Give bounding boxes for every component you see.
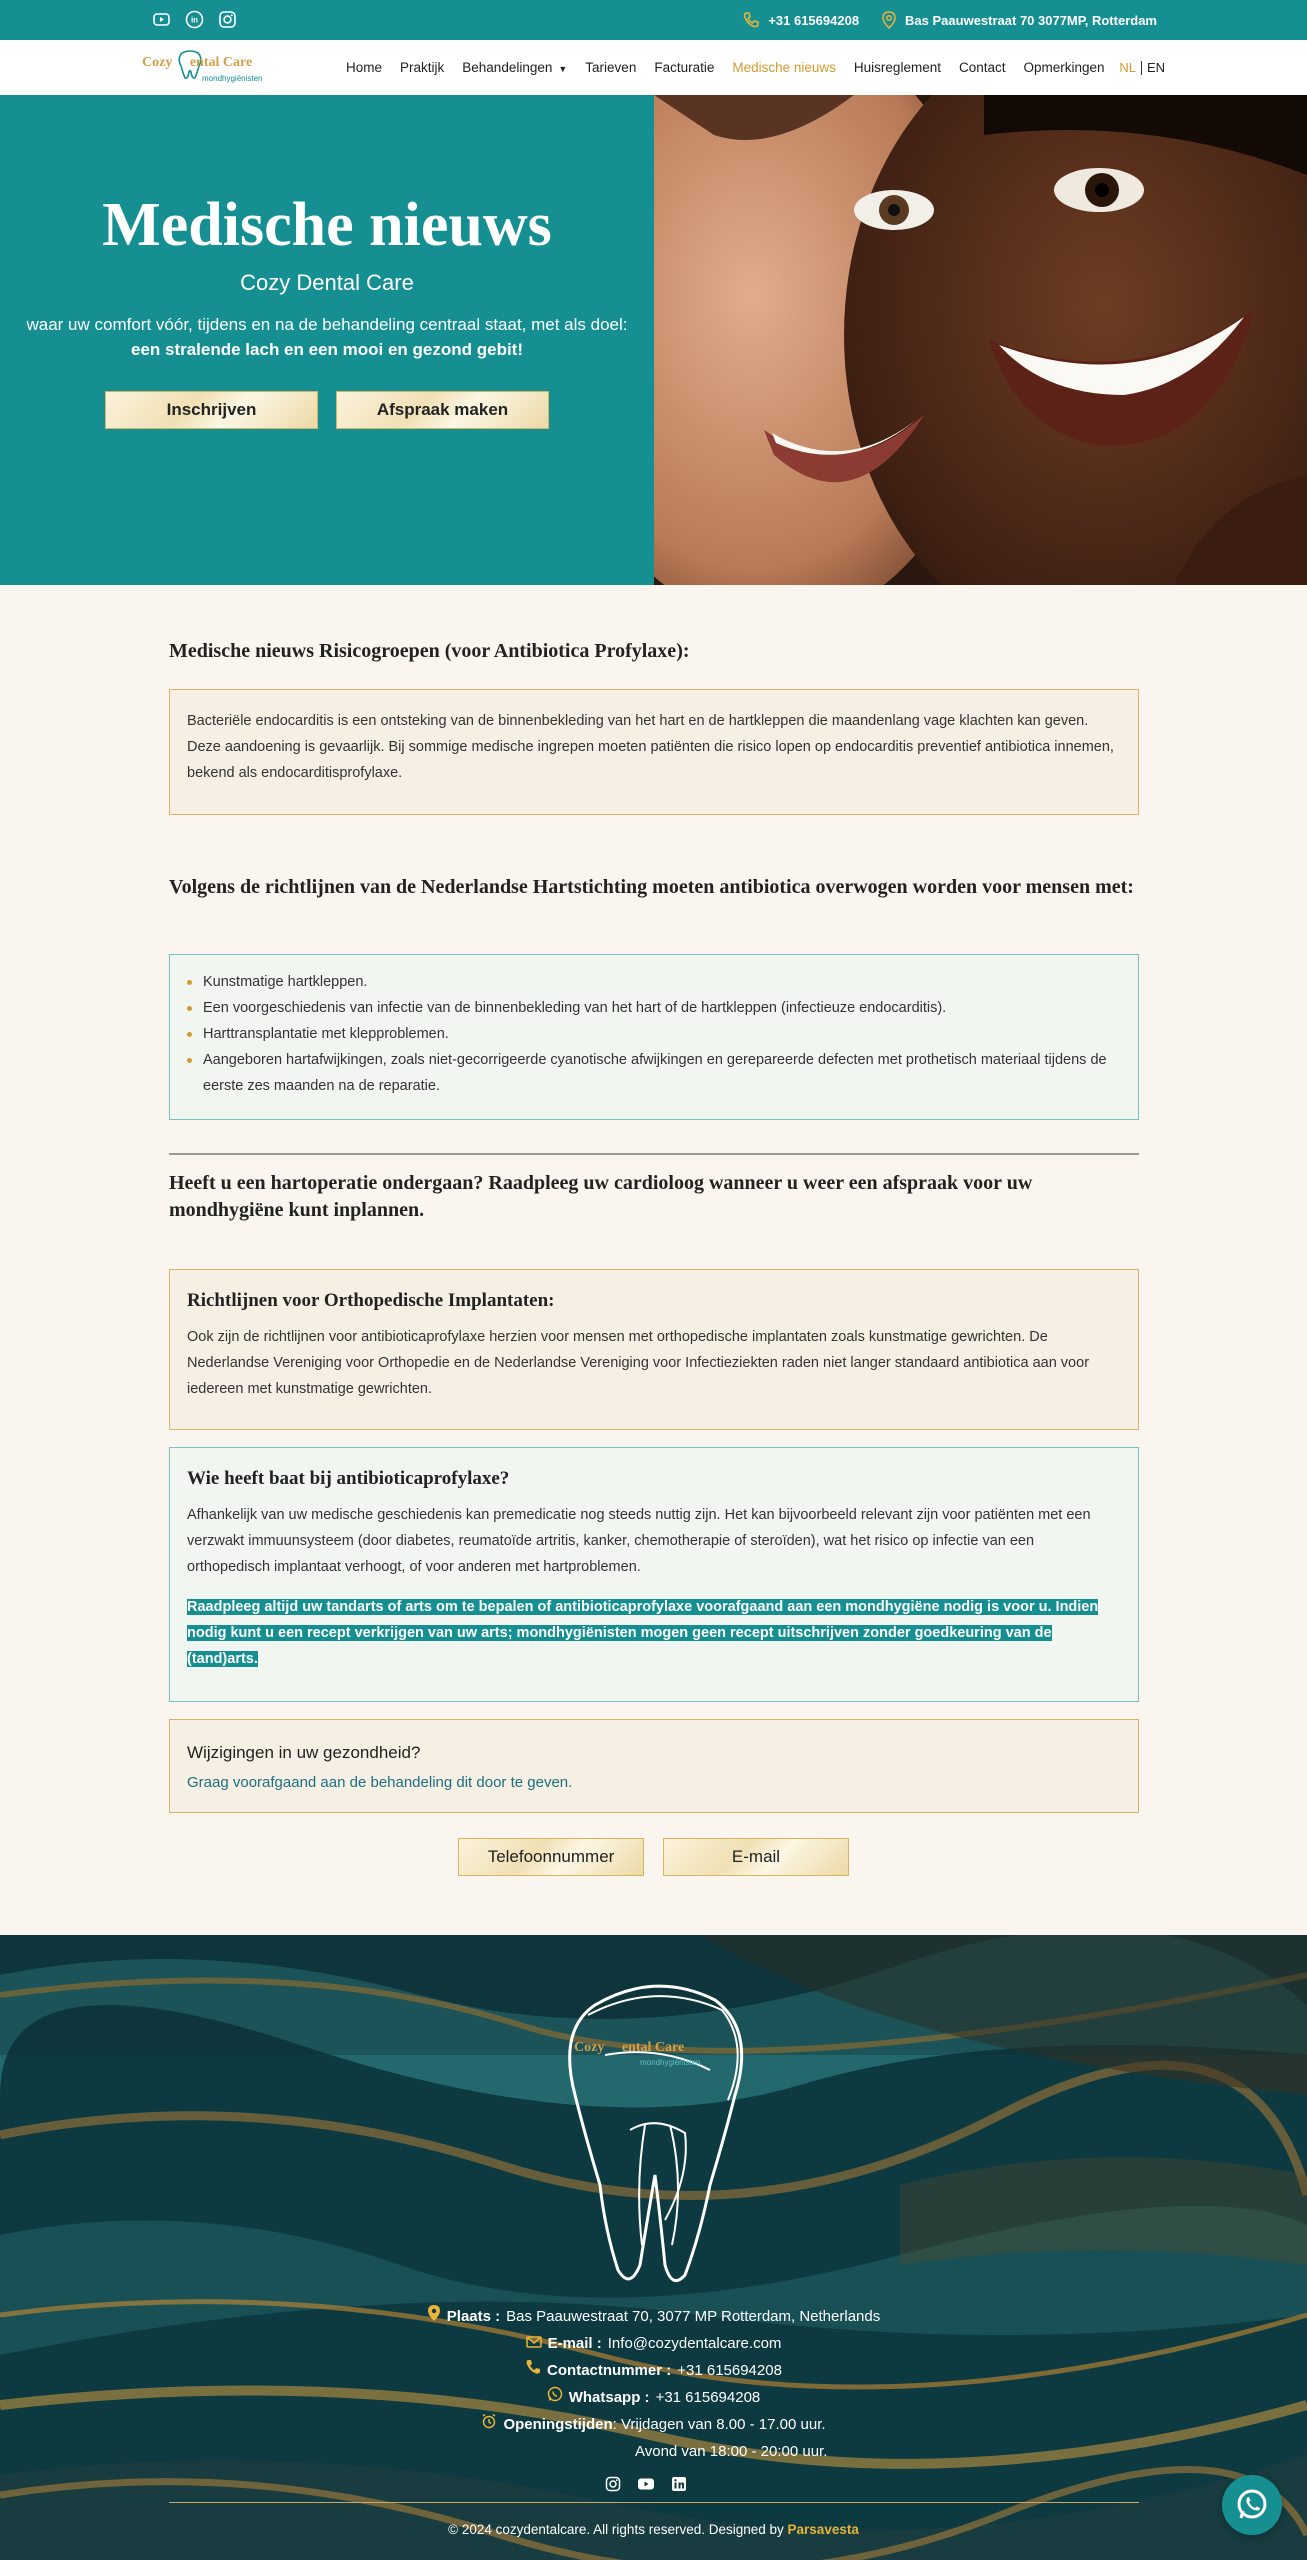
prophylaxis-benefit-box: Wie heeft baat bij antibioticaprofylaxe? Afhankelijk van uw medische geschiedenis kan premedicatie nog steeds nuttig zijn. Het kan bijvoorbeeld relevant zijn voor patiënten met een verzwakt immuunsysteem (door diabetes, reumatoïde artritis, kanker, chemotherapie of steroïden), wat het risico op infectie van een orthopedisch implantaat verhoogt, of voor anderen met hartproblemen. Raadpleeg altijd uw tandarts of arts om te bepalen of antibioticaprofylaxe voorafgaand aan een mondhygiëne nodig is voor u. Indien nodig kunt u een recept verkrijgen van uw arts; mondhygiënisten mogen geen recept uitschrijven zonder goedkeuring van de (tand)arts. (169, 1447, 1139, 1702)
chevron-down-icon: ▼ (558, 64, 568, 74)
lang-en[interactable]: EN (1146, 60, 1165, 75)
footer-hours-evening: Avond van 18:00 - 20:00 uur. (635, 2443, 828, 2460)
topbar-social (152, 10, 237, 29)
linkedin-icon[interactable] (185, 10, 204, 29)
instagram-icon[interactable] (218, 10, 237, 29)
phone-icon (525, 2357, 541, 2384)
linkedin-icon[interactable] (671, 2476, 687, 2497)
lang-nl[interactable]: NL (1119, 60, 1136, 75)
topbar-address[interactable]: Bas Paauwestraat 70 3077MP, Rotterdam (881, 11, 1157, 29)
main-navigation (0, 40, 1307, 95)
risk-groups-heading: Medische nieuws Risicogroepen (voor Antibiotica Profylaxe): (169, 640, 690, 662)
phone-icon (742, 11, 760, 29)
footer-social (605, 2476, 687, 2497)
footer-place-row: Plaats : Bas Paauwestraat 70, 3077 MP Rotterdam, Netherlands (0, 2303, 1307, 2330)
signup-button[interactable]: Inschrijven (105, 391, 318, 429)
health-changes-text: Graag voorafgaand aan de behandeling dit door te geven. (187, 1774, 573, 1791)
topbar-phone[interactable]: +31 615694208 (742, 11, 859, 29)
list-item: Harttransplantatie met klepproblemen. (187, 1021, 1121, 1047)
section-divider (169, 1153, 1139, 1155)
guidelines-list (187, 969, 1121, 1099)
whatsapp-icon (1234, 2487, 1270, 2523)
hero-photo-smiling-women (654, 95, 1307, 585)
footer-contact-info (0, 2303, 1307, 2465)
alarm-clock-icon (481, 2411, 497, 2438)
nav-item-contact[interactable]: Contact (958, 60, 1006, 75)
logo-tagline: mondhygiënisten (202, 74, 263, 83)
nav-item-praktijk[interactable]: Praktijk (400, 60, 445, 75)
svg-text:in: in (190, 15, 199, 25)
orthopedic-heading: Richtlijnen voor Orthopedische Implantaten: (187, 1290, 555, 1311)
nav-item-behandelingen[interactable]: Behandelingen ▼ (462, 60, 568, 75)
footer-whatsapp-row[interactable]: Whatsapp : +31 615694208 (0, 2384, 1307, 2411)
footer-phone-row[interactable]: Contactnummer : +31 615694208 (0, 2357, 1307, 2384)
nav-item-facturatie[interactable]: Facturatie (654, 60, 715, 75)
hero-description: waar uw comfort vóór, tijdens en na de behandeling centraal staat, met als doel: een stralende lach en een mooi en gezond gebit! (26, 315, 628, 359)
logo-text: Cozy ental Care (142, 55, 253, 70)
health-changes-heading: Wijzigingen in uw gezondheid? (187, 1743, 421, 1762)
tooth-outline-icon (560, 1975, 750, 2290)
instagram-icon[interactable] (605, 2476, 621, 2497)
list-item: Aangeboren hartafwijkingen, zoals niet-gecorrigeerde cyanotische afwijkingen en gerepareerde defecten met prothetisch materiaal tijdens de eerste zes maanden na de reparatie. (187, 1047, 1121, 1099)
highlighted-advice: Raadpleeg altijd uw tandarts of arts om te bepalen of antibioticaprofylaxe voorafgaand aan een mondhygiëne nodig is voor u. Indien nodig kunt u een recept verkrijgen van uw arts; mondhygiënisten mogen geen recept uitschrijven zonder goedkeuring van de (tand)arts. (187, 1599, 1099, 1667)
guidelines-list-box (169, 954, 1139, 1120)
nav-item-medische-nieuws[interactable]: Medische nieuws (732, 60, 836, 75)
hero-subtitle: Cozy Dental Care (240, 270, 414, 295)
site-logo[interactable] (142, 47, 274, 87)
email-button[interactable]: E-mail (663, 1838, 849, 1876)
prophylaxis-heading: Wie heeft baat bij antibioticaprofylaxe? (187, 1468, 510, 1489)
list-item: Een voorgeschiedenis van infectie van de binnenbekleding van het hart of de hartkleppen (infectieuze endocarditis). (187, 995, 1121, 1021)
footer-divider (169, 2502, 1139, 2503)
appointment-button[interactable]: Afspraak maken (336, 391, 549, 429)
hero-text-panel (0, 95, 654, 585)
lang-divider (1141, 61, 1142, 75)
nav-menu (346, 40, 1105, 95)
endocarditis-info-box: Bacteriële endocarditis is een ontsteking van de binnenbekleding van het hart en de hartkleppen die maandenlang vage klachten kan geven. Deze aandoening is gevaarlijk. Bij sommige medische ingrepen moeten patiënten die risico lopen op endocarditis preventief antibiotica innemen, bekend als endocarditisprofylaxe. (169, 689, 1139, 815)
nav-item-tarieven[interactable]: Tarieven (585, 60, 637, 75)
list-item: Kunstmatige hartkleppen. (187, 969, 1121, 995)
location-pin-icon (427, 2303, 441, 2330)
nav-item-huisreglement[interactable]: Huisreglement (853, 60, 941, 75)
footer-logo-tagline: mondhygiënisten (640, 2058, 701, 2067)
phone-button[interactable]: Telefoonnummer (458, 1838, 644, 1876)
heart-surgery-heading: Heeft u een hartoperatie ondergaan? Raadpleeg uw cardioloog wanneer u weer een afspraak voor uw mondhygiëne kunt inplannen. (169, 1172, 1033, 1221)
orthopedic-guidelines-box: Richtlijnen voor Orthopedische Implantaten: Ook zijn de richtlijnen voor antibioticaprofylaxe herzien voor mensen met orthopedische implantaten zoals kunstmatige gewrichten. De Nederlandse Vereniging voor Orthopedie en de Nederlandse Vereniging voor Infectieziekten raden niet langer standaard antibiotica aan voor iedereen met kunstmatige gewrichten. (169, 1269, 1139, 1430)
footer-email-row[interactable]: E-mail : Info@cozydentalcare.com (0, 2330, 1307, 2357)
location-pin-icon (881, 11, 897, 29)
footer-hours-row: Openingstijden: Vrijdagen van 8.00 - 17.00 uur. (0, 2411, 1307, 2438)
hero-banner (0, 95, 1307, 585)
nav-item-opmerkingen[interactable]: Opmerkingen (1023, 60, 1105, 75)
copyright: © 2024 cozydentalcare. All rights reserved. Designed by Parsavesta (448, 2522, 859, 2537)
language-switcher (1119, 40, 1165, 95)
designer-link[interactable]: Parsavesta (787, 2522, 859, 2537)
guidelines-heading: Volgens de richtlijnen van de Nederlandse Hartstichting moeten antibiotica overwogen worden voor mensen met: (169, 876, 1134, 898)
youtube-icon[interactable] (637, 2476, 655, 2497)
footer-logo-text: Cozy ental Care (574, 2040, 685, 2055)
top-bar (0, 0, 1307, 40)
health-changes-box (169, 1719, 1139, 1813)
nav-item-home[interactable]: Home (346, 60, 383, 75)
page-title: Medische nieuws (102, 191, 552, 259)
whatsapp-icon (547, 2384, 563, 2411)
whatsapp-chat-button[interactable] (1222, 2475, 1282, 2535)
youtube-icon[interactable] (152, 10, 171, 29)
envelope-icon (526, 2330, 542, 2357)
